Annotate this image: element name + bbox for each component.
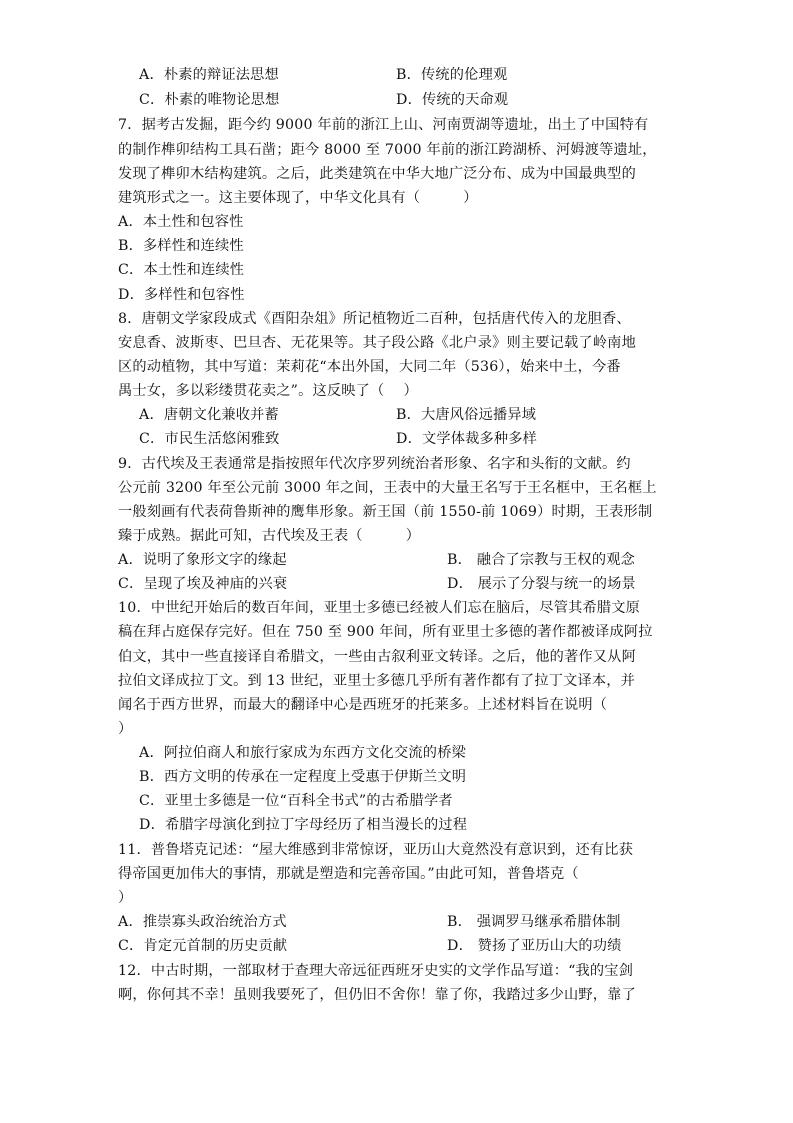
option-c: C．呈现了埃及神庙的兴衰: [118, 576, 288, 592]
question-11-stem-line: ）: [118, 890, 133, 906]
question-7-stem-line: 建筑形式之一。这主要体现了，中华文化具有（ ）: [118, 190, 478, 206]
option-c: C．肯定元首制的历史贡献: [118, 938, 288, 954]
option-row: [118, 934, 622, 958]
question-10-stem-line: 拉伯文译成拉丁文。到 13 世纪，亚里士多德几乎所有著作都有了拉丁文译本，并: [118, 673, 636, 689]
option-a: A．推崇寡头政治统治方式: [118, 914, 287, 930]
option-d: D．希腊字母演化到拉丁字母经历了相当漫长的过程: [139, 817, 468, 833]
question-9-stem-line: 一般刻画有代表荷鲁斯神的鹰隼形象。新王国（前 1550-前 1069）时期，王表形制: [118, 504, 653, 520]
question-7-stem-line: 发现了榫卯木结构建筑。之后，此类建筑在中华大地广泛分布、成为中国最典型的: [118, 166, 636, 182]
option-b: B．大唐风俗远播异域: [396, 407, 537, 423]
option-row: [139, 427, 538, 451]
option-row: [139, 88, 509, 112]
question-7-stem-line: 的制作榫卯结构工具石凿；距今 8000 至 7000 年前的浙江跨湖桥、河姆渡等遗址，: [118, 142, 657, 158]
option-c: C．本土性和连续性: [118, 262, 245, 278]
option-a: A．朴素的辩证法思想: [139, 67, 279, 83]
question-10-stem-line: 闻名于西方世界，而最大的翻译中心是西班牙的托莱多。上述材料旨在说明（: [118, 697, 608, 713]
option-d: D．文学体裁多种多样: [396, 431, 538, 447]
question-8-stem-line: 禺士女，多以彩缕贯花卖之”。这反映了（ ）: [118, 383, 418, 399]
option-row: [118, 572, 636, 596]
option-row: [139, 63, 508, 87]
question-9-stem-line: 9．古代埃及王表通常是指按照年代次序罗列统治者形象、名字和头衔的文献。约: [118, 456, 631, 472]
question-8-stem-line: 安息香、波斯枣、巴旦杏、无花果等。其子段公路《北户录》则主要记载了岭南地: [118, 335, 636, 351]
option-d: D．多样性和包容性: [118, 287, 245, 303]
option-c: C．亚里士多德是一位“百科全书式”的古希腊学者: [139, 793, 453, 809]
option-a: A．说明了象形文字的缘起: [118, 552, 287, 568]
option-d: D．传统的天命观: [396, 92, 509, 108]
question-9-stem-line: 臻于成熟。据此可知，古代埃及王表（ ）: [118, 528, 421, 544]
question-11-stem-line: 得帝国更加伟大的事情，那就是塑造和完善帝国。”由此可知，普鲁塔克（: [118, 866, 579, 882]
question-8-stem-line: 区的动植物，其中写道：茉莉花“本出外国，大同二年（536），始来中土，今番: [118, 359, 621, 375]
option-b: B．多样性和连续性: [118, 238, 244, 254]
question-11-stem-line: 11．普鲁塔克记述：“屋大维感到非常惊讶，亚历山大竟然没有意识到，还有比获: [118, 842, 634, 858]
question-12-stem-line: 12．中古时期，一部取材于查理大帝远征西班牙史实的文学作品写道：“我的宝剑: [118, 963, 634, 979]
option-b: B． 强调罗马继承希腊体制: [447, 914, 621, 930]
question-10-stem-line: 10．中世纪开始后的数百年间，亚里士多德已经被人们忘在脑后，尽管其希腊文原: [118, 600, 641, 616]
option-d: D． 赞扬了亚历山大的功绩: [447, 938, 622, 954]
option-row: [118, 910, 621, 934]
question-10-stem-line: 稿在拜占庭保存完好。但在 750 至 900 年间，所有亚里士多德的著作都被译成阿拉: [118, 624, 653, 640]
question-7-stem-line: 7．据考古发掘，距今约 9000 年前的浙江上山、河南贾湖等遗址，出土了中国特有: [118, 117, 649, 133]
question-12-stem-line: 啊，你何其不幸！虽则我要死了，但仍旧不舍你！靠了你，我踏过多少山野，靠了: [118, 987, 636, 1003]
option-row: [118, 548, 635, 572]
option-b: B．传统的伦理观: [396, 67, 508, 83]
option-row: [139, 403, 537, 427]
question-10-stem-line: ）: [118, 721, 133, 737]
question-9-stem-line: 公元前 3200 年至公元前 3000 年之间，王表中的大量王名写于王名框中，王名框上: [118, 480, 657, 496]
question-8-stem-line: 8．唐朝文学家段成式《酉阳杂俎》所记植物近二百种，包括唐代传入的龙胆香、: [118, 311, 631, 327]
option-a: A．唐朝文化兼收并蓄: [139, 407, 279, 423]
option-b: B．西方文明的传承在一定程度上受惠于伊斯兰文明: [139, 769, 467, 785]
option-c: C．市民生活悠闲雅致: [139, 431, 280, 447]
option-b: B． 融合了宗教与王权的观念: [447, 552, 635, 568]
question-10-stem-line: 伯文，其中一些直接译自希腊文，一些由古叙利亚文转译。之后，他的著作又从阿: [118, 649, 636, 665]
option-a: A．阿拉伯商人和旅行家成为东西方文化交流的桥梁: [139, 745, 466, 761]
option-d: D． 展示了分裂与统一的场景: [447, 576, 636, 592]
option-a: A．本土性和包容性: [118, 214, 244, 230]
option-c: C．朴素的唯物论思想: [139, 92, 280, 108]
